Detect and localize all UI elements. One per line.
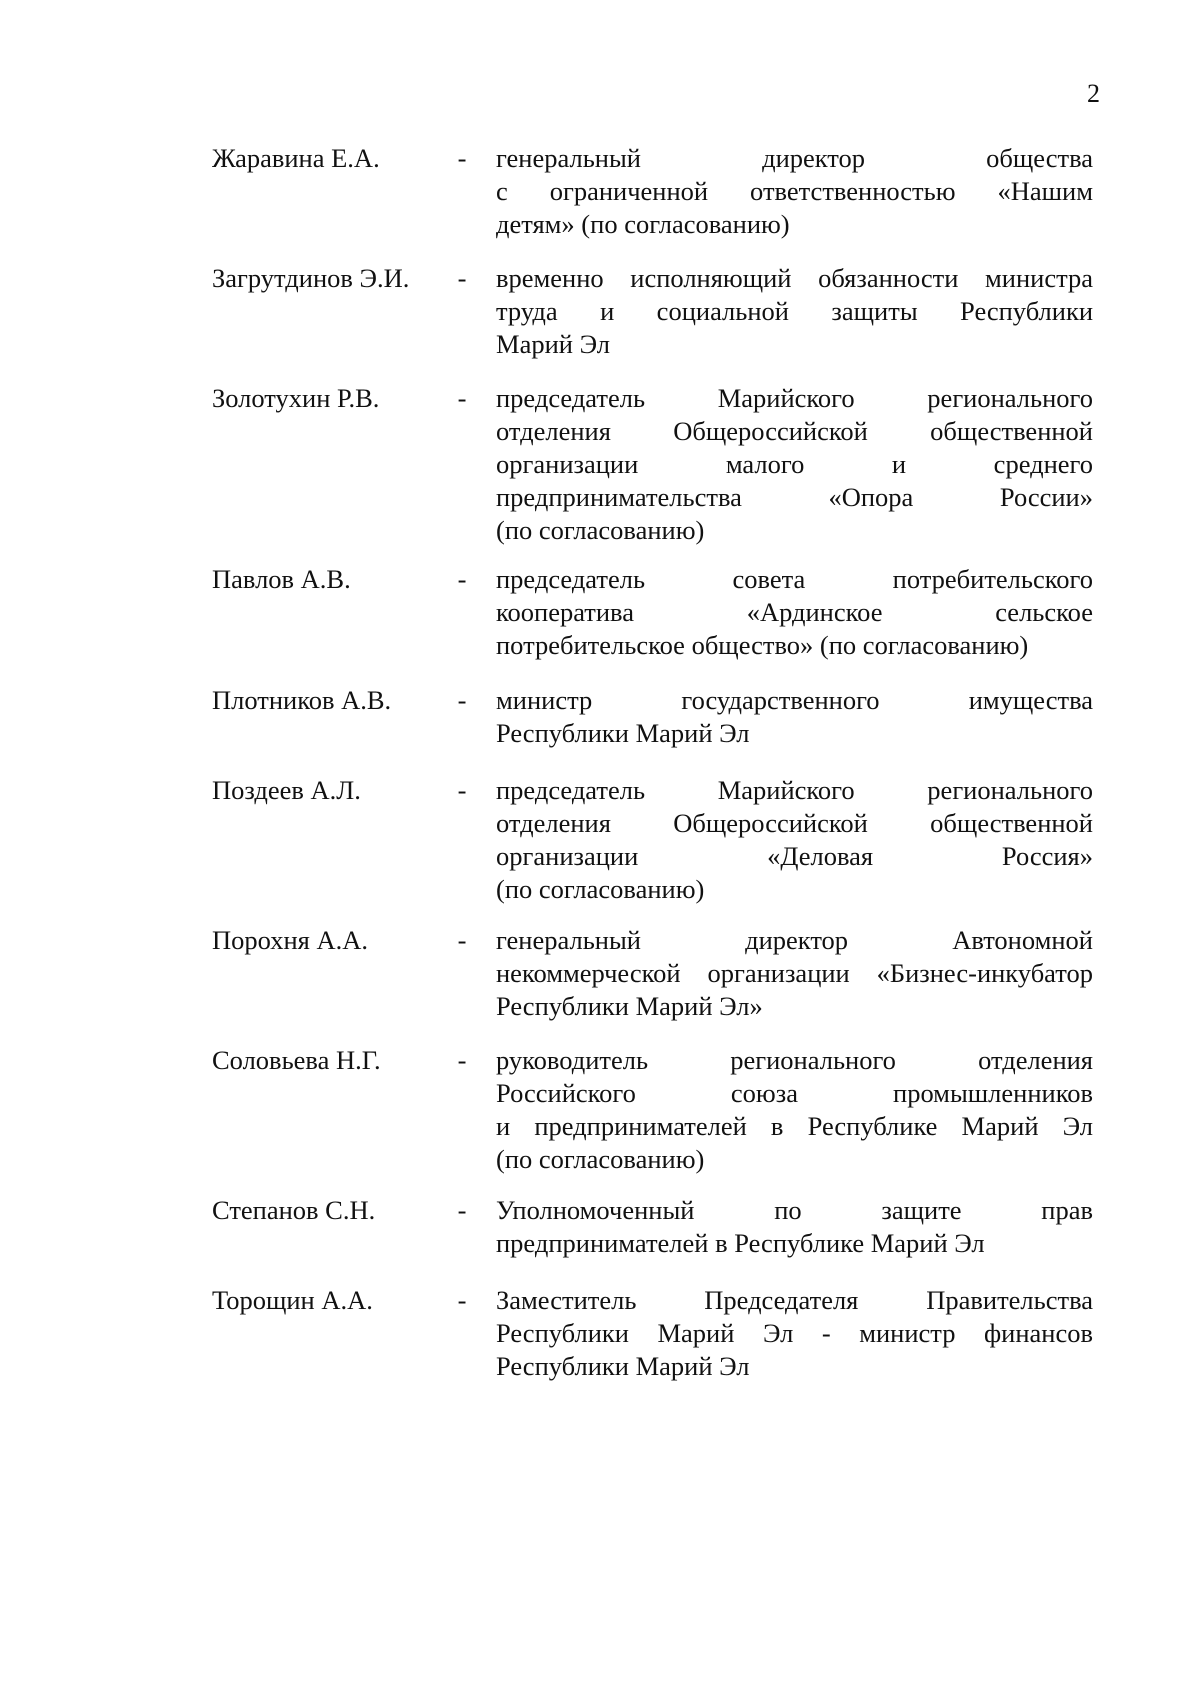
member-role-line: генеральный директор общества	[496, 143, 1093, 173]
member-name: Поздеев А.Л.	[212, 775, 361, 805]
member-role-line: Марий Эл	[496, 329, 610, 359]
member-role-line: отделения Общероссийской общественной	[496, 416, 1093, 446]
member-role-line: Республики Марий Эл - министр финансов	[496, 1318, 1093, 1348]
member-name: Степанов С.Н.	[212, 1195, 376, 1225]
member-dash: -	[457, 685, 467, 715]
member-name: Плотников А.В.	[212, 685, 392, 715]
member-role	[496, 262, 1093, 361]
member-dash: -	[457, 564, 467, 594]
member-name: Порохня А.А.	[212, 925, 368, 955]
member-role	[496, 684, 1093, 750]
member-name: Жаравина Е.А.	[212, 143, 380, 173]
member-dash: -	[457, 263, 467, 293]
member-role-line: председатель Марийского регионального	[496, 383, 1093, 413]
member-role	[496, 382, 1093, 547]
member-role-line: Республики Марий Эл	[496, 718, 750, 748]
member-role-line: детям» (по согласованию)	[496, 209, 790, 239]
member-role	[496, 924, 1093, 1023]
member-role	[496, 1284, 1093, 1383]
member-role-line: труда и социальной защиты Республики	[496, 296, 1093, 326]
member-role-line: Республики Марий Эл	[496, 1351, 750, 1381]
member-role-line: Уполномоченный по защите прав	[496, 1195, 1093, 1225]
member-role-line: генеральный директор Автономной	[496, 925, 1093, 955]
member-role-line: отделения Общероссийской общественной	[496, 808, 1093, 838]
member-role-line: потребительское общество» (по согласованию)	[496, 630, 1029, 660]
member-role-line: некоммерческой организации «Бизнес-инкубатор	[496, 958, 1093, 988]
member-dash: -	[457, 1045, 467, 1075]
member-role-line: кооператива «Ардинское сельское	[496, 597, 1093, 627]
member-role	[496, 1044, 1093, 1176]
member-role-line: (по согласованию)	[496, 515, 705, 545]
member-role	[496, 774, 1093, 906]
member-name: Соловьева Н.Г.	[212, 1045, 381, 1075]
member-dash: -	[457, 925, 467, 955]
member-dash: -	[457, 1285, 467, 1315]
member-name: Павлов А.В.	[212, 564, 351, 594]
member-role	[496, 1194, 1093, 1260]
member-role-line: Российского союза промышленников	[496, 1078, 1093, 1108]
member-role-line: (по согласованию)	[496, 874, 705, 904]
member-role-line: Заместитель Председателя Правительства	[496, 1285, 1093, 1315]
page-number: 2	[1087, 79, 1100, 108]
member-role-line: организации малого и среднего	[496, 449, 1093, 479]
member-role-line: с ограниченной ответственностью «Нашим	[496, 176, 1093, 206]
member-role-line: и предпринимателей в Республике Марий Эл	[496, 1111, 1093, 1141]
member-role-line: (по согласованию)	[496, 1144, 705, 1174]
member-dash: -	[457, 1195, 467, 1225]
member-role-line: руководитель регионального отделения	[496, 1045, 1093, 1075]
member-name: Золотухин Р.В.	[212, 383, 380, 413]
member-role-line: предпринимателей в Республике Марий Эл	[496, 1228, 985, 1258]
member-role-line: временно исполняющий обязанности министра	[496, 263, 1093, 293]
member-name: Загрутдинов Э.И.	[212, 263, 410, 293]
member-role-line: министр государственного имущества	[496, 685, 1093, 715]
member-dash: -	[457, 143, 467, 173]
member-role-line: предпринимательства «Опора России»	[496, 482, 1093, 512]
member-dash: -	[457, 383, 467, 413]
member-dash: -	[457, 775, 467, 805]
member-role	[496, 142, 1093, 241]
member-role-line: Республики Марий Эл»	[496, 991, 763, 1021]
member-role-line: председатель Марийского регионального	[496, 775, 1093, 805]
member-role	[496, 563, 1093, 662]
member-role-line: председатель совета потребительского	[496, 564, 1093, 594]
member-role-line: организации «Деловая Россия»	[496, 841, 1093, 871]
member-name: Торощин А.А.	[212, 1285, 373, 1315]
